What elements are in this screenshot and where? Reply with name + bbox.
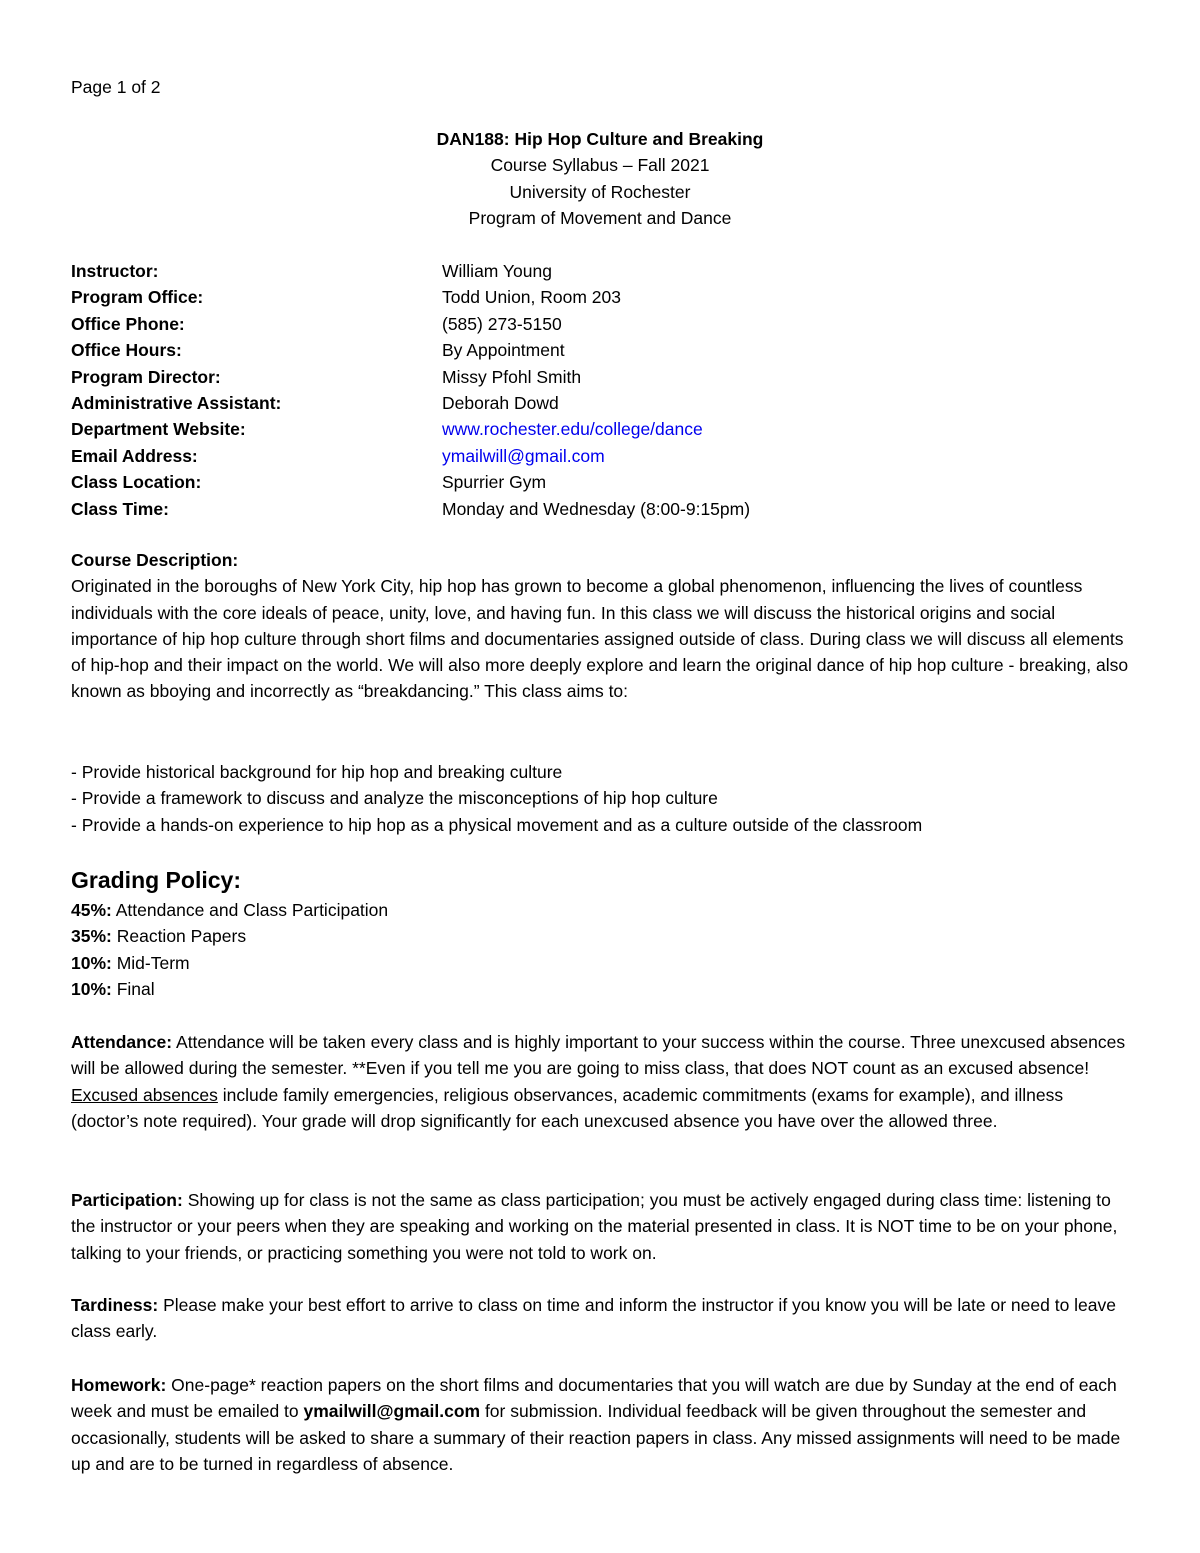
- tardiness-text: Please make your best effort to arrive to class on time and inform the instructor if you know you will be late or need to leave class early.: [71, 1295, 1116, 1342]
- info-label: Administrative Assistant:: [71, 392, 282, 413]
- info-row-class-time: [71, 496, 750, 522]
- grade-label: Mid-Term: [111, 952, 190, 973]
- info-value: Monday and Wednesday (8:00-9:15pm): [442, 498, 751, 519]
- homework-section: [71, 1372, 1131, 1477]
- grade-label: Final: [111, 979, 155, 1000]
- info-row-department-website: [71, 416, 750, 442]
- participation-text: Showing up for class is not the same as class participation; you must be actively engaged during class time: listening to the instructor or your peers when they are speaking and working on the material presented in class. It is NOT time to be on your phone, talking to your friends, or practicing something you were not told to work on.: [71, 1190, 1118, 1263]
- homework-email: ymailwill@gmail.com: [303, 1401, 481, 1422]
- attendance-text: Attendance will be taken every class and is highly important to your success within the course. Three unexcused absences will be allowed during the semester. **Even if you tell me you are going to miss class, that does NOT count as an excused absence!: [71, 1032, 1126, 1079]
- info-row-office-hours: [71, 337, 750, 363]
- info-label: Office Phone:: [71, 313, 185, 334]
- info-label: Email Address:: [71, 445, 198, 466]
- grade-label: Attendance and Class Participation: [111, 900, 389, 920]
- info-row-program-office: [71, 284, 750, 310]
- grading-item: [71, 976, 388, 1002]
- grading-item: [71, 897, 388, 923]
- course-description-heading: Course Description:: [71, 550, 239, 570]
- program-name: Program of Movement and Dance: [468, 207, 732, 228]
- info-value: Todd Union, Room 203: [442, 287, 621, 308]
- tardiness-heading: Tardiness:: [71, 1295, 159, 1315]
- info-value: Missy Pfohl Smith: [442, 366, 582, 387]
- participation-section: [71, 1187, 1131, 1266]
- university-name: University of Rochester: [509, 181, 691, 202]
- info-row-class-location: [71, 469, 750, 495]
- info-value: By Appointment: [442, 340, 565, 361]
- tardiness-section: [71, 1292, 1131, 1345]
- syllabus-subtitle: Course Syllabus – Fall 2021: [490, 155, 710, 176]
- info-row-office-phone: [71, 311, 750, 337]
- info-value: (585) 273-5150: [442, 313, 562, 334]
- info-row-instructor: [71, 258, 750, 284]
- list-item: - Provide historical background for hip hop and breaking culture: [71, 762, 563, 782]
- excused-absences-term: Excused absences: [71, 1084, 218, 1105]
- course-info-table: [71, 258, 750, 522]
- attendance-section: [71, 1029, 1131, 1134]
- info-value: William Young: [442, 261, 552, 281]
- attendance-text-continued: include family emergencies, religious observances, academic commitments (exams for example), and illness (doctor’s note required). Your grade will drop significantly for each unexcused absence you have over the allowed three.: [71, 1084, 1064, 1131]
- grade-label: Reaction Papers: [111, 926, 247, 947]
- info-value: Deborah Dowd: [442, 392, 559, 413]
- department-website-link[interactable]: www.rochester.edu/college/dance: [442, 419, 703, 440]
- info-label: Class Location:: [71, 472, 202, 493]
- list-item: - Provide a framework to discuss and analyze the misconceptions of hip hop culture: [71, 788, 718, 809]
- list-item: - Provide a hands-on experience to hip hop as a physical movement and as a culture outside of the classroom: [71, 814, 923, 835]
- grade-percent: 10%:: [71, 979, 112, 1000]
- participation-heading: Participation:: [71, 1190, 183, 1210]
- grading-policy-heading: Grading Policy:: [71, 867, 241, 893]
- course-description: [71, 547, 1131, 705]
- course-description-body: Originated in the boroughs of New York City, hip hop has grown to become a global phenomenon, influencing the lives of countless individuals with the core ideals of peace, unity, love, and having fun. In this class we will discuss the historical origins and social importance of hip hop culture through short films and documentaries assigned outside of class. During class we will discuss all elements of hip-hop and their impact on the world. We will also more deeply explore and learn the original dance of hip hop culture - breaking, also known as bboying and incorrectly as “breakdancing.” This class aims to:: [71, 576, 1129, 702]
- grade-percent: 10%:: [71, 952, 112, 973]
- info-value: Spurrier Gym: [442, 472, 547, 493]
- page-number: Page 1 of 2: [71, 77, 161, 97]
- info-label: Class Time:: [71, 498, 169, 519]
- info-label: Program Office:: [71, 287, 204, 308]
- homework-text: One-page* reaction papers on the short films and documentaries that you will watch are due by Sunday at the end of each week and must be emailed to: [71, 1375, 1117, 1422]
- homework-heading: Homework:: [71, 1375, 167, 1395]
- info-label: Department Website:: [71, 419, 246, 440]
- course-aims-list: [71, 759, 922, 838]
- info-label: Office Hours:: [71, 340, 182, 361]
- info-row-program-director: [71, 364, 750, 390]
- grading-item: [71, 923, 388, 949]
- document-header: [0, 126, 1200, 231]
- attendance-heading: Attendance:: [71, 1032, 173, 1052]
- homework-text-continued: for submission. Individual feedback will be given throughout the semester and occasionally, students will be asked to share a summary of their reaction papers in class. Any missed assignments will need to be made up and are to be turned in regardless of absence.: [71, 1401, 1121, 1474]
- info-row-email: [71, 443, 750, 469]
- grading-list: [71, 897, 388, 1003]
- info-label: Instructor:: [71, 261, 159, 281]
- info-row-admin-assistant: [71, 390, 750, 416]
- course-title: DAN188: Hip Hop Culture and Breaking: [436, 129, 764, 149]
- grade-percent: 45%:: [71, 900, 112, 920]
- grade-percent: 35%:: [71, 926, 112, 947]
- info-label: Program Director:: [71, 366, 221, 387]
- email-link[interactable]: ymailwill@gmail.com: [442, 445, 605, 466]
- grading-item: [71, 950, 388, 976]
